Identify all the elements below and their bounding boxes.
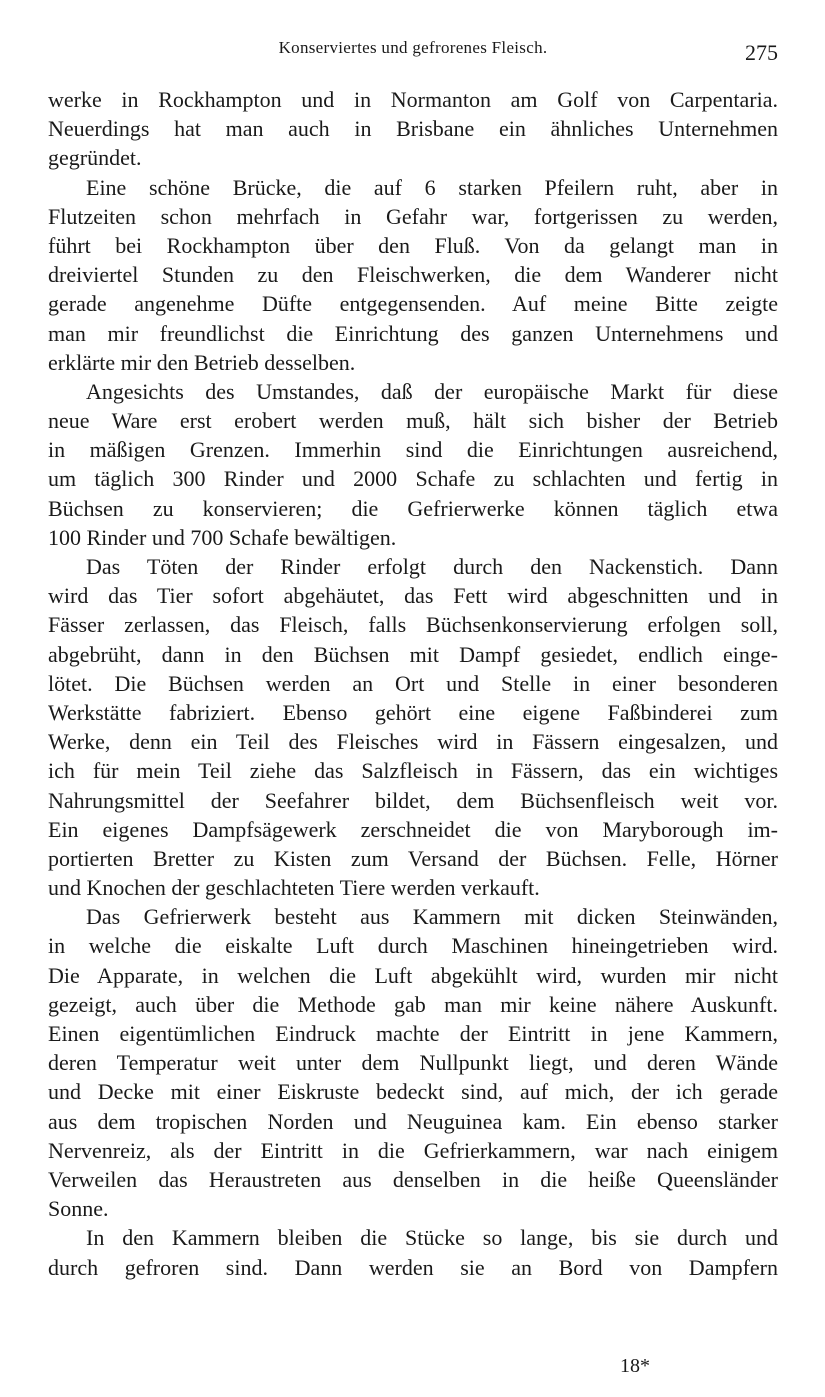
text-line: Fässer zerlassen, das Fleisch, falls Büchsenkonservierung erfolgen soll, xyxy=(48,612,778,638)
text-line: Nahrungsmittel der Seefahrer bildet, dem Büchsenfleisch weit vor. xyxy=(48,787,778,813)
text-line: und Knochen der geschlachteten Tiere werden verkauft. xyxy=(48,875,540,901)
page-number: 275 xyxy=(745,40,778,65)
text-line: werke in Rockhampton und in Normanton am Golf von Carpentaria. xyxy=(48,87,778,112)
text-line: Werkstätte fabriziert. Ebenso gehört eine eigene Faßbinderei zum xyxy=(48,699,778,725)
text-line: abgebrüht, dann in den Büchsen mit Dampf gesiedet, endlich einge- xyxy=(48,641,778,667)
text-line: Die Apparate, in welchen die Luft abgekühlt wird, wurden mir nicht xyxy=(48,962,778,988)
text-line: dreiviertel Stunden zu den Fleischwerken, die dem Wanderer nicht xyxy=(48,262,778,288)
text-line: portierten Bretter zu Kisten zum Versand der Büchsen. Felle, Hörner xyxy=(48,845,778,871)
text-line: wird das Tier sofort abgehäutet, das Fett wird abgeschnitten und in xyxy=(48,583,778,609)
text-line: neue Ware erst erobert werden muß, hält sich bisher der Betrieb xyxy=(48,408,778,434)
text-line: aus dem tropischen Norden und Neuguinea kam. Ein ebenso starker xyxy=(48,1108,778,1134)
text-line: man mir freundlichst die Einrichtung des ganzen Unternehmens und xyxy=(48,320,778,346)
text-line: Nervenreiz, als der Eintritt in die Gefrierkammern, war nach einigem xyxy=(48,1137,778,1163)
text-line: in welche die eiskalte Luft durch Maschinen hineingetrieben wird. xyxy=(48,933,778,959)
text-line: in mäßigen Grenzen. Immerhin sind die Einrichtungen ausreichend, xyxy=(48,437,778,463)
text-line: und Decke mit einer Eiskruste bedeckt sind, auf mich, der ich gerade xyxy=(48,1079,778,1105)
text-line: führt bei Rockhampton über den Fluß. Von da gelangt man in xyxy=(48,232,778,258)
text-line: Neuerdings hat man auch in Brisbane ein ähnliches Unternehmen xyxy=(48,116,778,142)
text-line: um täglich 300 Rinder und 2000 Schafe zu schlachten und fertig in xyxy=(48,466,778,492)
text-line: Flutzeiten schon mehrfach in Gefahr war, fortgerissen zu werden, xyxy=(48,203,778,229)
text-line: Werke, denn ein Teil des Fleisches wird in Fässern eingesalzen, und xyxy=(48,729,778,755)
signature-mark: 18* xyxy=(620,1355,650,1377)
text-line: 100 Rinder und 700 Schafe bewältigen. xyxy=(48,524,397,550)
text-line: Eine schöne Brücke, die auf 6 starken Pfeilern ruht, aber in xyxy=(86,174,778,200)
text-line: deren Temperatur weit unter dem Nullpunkt liegt, und deren Wände xyxy=(48,1050,778,1076)
text-line: Das Töten der Rinder erfolgt durch den Nackenstich. Dann xyxy=(86,554,778,579)
running-title: Konserviertes und gefrorenes Fleisch. xyxy=(278,38,548,57)
text-line: Sonne. xyxy=(48,1196,109,1222)
text-line: Verweilen das Heraustreten aus denselben in die heiße Queensländer xyxy=(48,1166,778,1192)
text-line: Angesichts des Umstandes, daß der europäische Markt für diese xyxy=(86,378,778,404)
text-line: erklärte mir den Betrieb desselben. xyxy=(48,349,356,375)
body-text xyxy=(48,85,778,1282)
text-line: lötet. Die Büchsen werden an Ort und Stelle in einer besonderen xyxy=(48,670,778,696)
text-line: Das Gefrierwerk besteht aus Kammern mit dicken Steinwänden, xyxy=(86,904,778,930)
text-line: gezeigt, auch über die Methode gab man mir keine nähere Auskunft. xyxy=(48,991,778,1017)
text-line: ich für mein Teil ziehe das Salzfleisch in Fässern, das ein wichtiges xyxy=(48,758,778,784)
text-line: Büchsen zu konservieren; die Gefrierwerke können täglich etwa xyxy=(48,495,778,521)
text-line: gegründet. xyxy=(48,145,142,171)
text-line: durch gefroren sind. Dann werden sie an Bord von Dampfern xyxy=(48,1254,778,1280)
text-line: gerade angenehme Düfte entgegensenden. Auf meine Bitte zeigte xyxy=(48,291,778,317)
page-header xyxy=(48,36,778,66)
text-line: Einen eigentümlichen Eindruck machte der Eintritt in jene Kammern, xyxy=(48,1021,778,1046)
text-line: Ein eigenes Dampfsägewerk zerschneidet die von Maryborough im- xyxy=(48,816,778,842)
text-line: In den Kammern bleiben die Stücke so lange, bis sie durch und xyxy=(86,1225,778,1251)
